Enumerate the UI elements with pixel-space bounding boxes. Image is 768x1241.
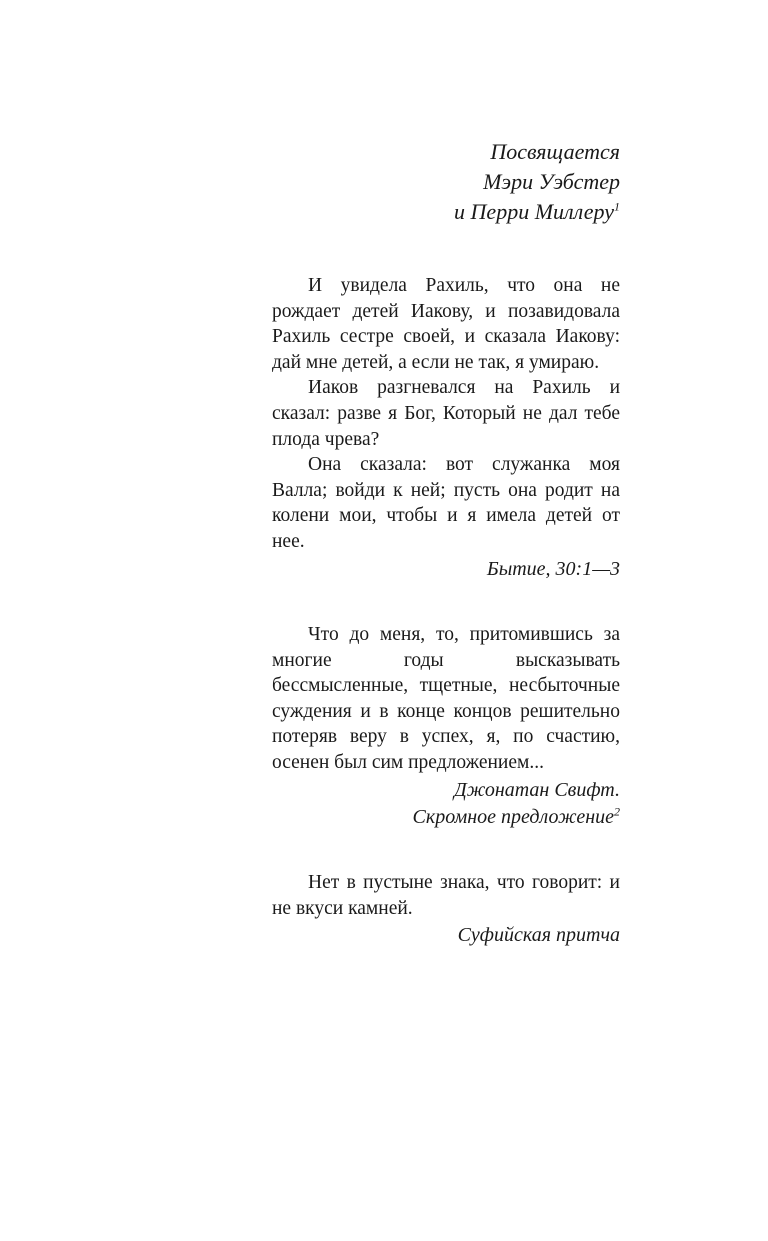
epigraph-swift (272, 622, 620, 831)
epigraph-paragraph: Она сказала: вот служанка моя Валла; войди к ней; пусть она родит на колени мои, чтобы и я имела детей от нее. (272, 454, 620, 552)
epigraph-sufi (272, 870, 620, 949)
epigraph-paragraph: Нет в пустыне знака, что говорит: и не вкуси камней. (272, 872, 620, 919)
epigraph-attribution (272, 777, 620, 831)
epigraph-attribution: Суфийская притча (457, 924, 620, 947)
epigraph-paragraph: Что до меня, то, притомившись за многие годы высказывать бессмысленные, тщетные, несбыточные суждения и в конце концов решительно потеряв веру в успех, я, по счастию, осенен был сим предложением... (272, 624, 620, 773)
footnote-mark: 1 (614, 199, 620, 214)
dedication-line (272, 197, 620, 227)
attribution-author: Джонатан Свифт. (453, 778, 620, 801)
epigraph-genesis (272, 273, 620, 583)
epigraph-paragraph: Иаков разгневался на Рахиль и сказал: разве я Бог, Который не дал тебе плода чрева? (272, 377, 620, 450)
dedication-name: и Перри Миллеру (454, 199, 614, 224)
dedication (272, 137, 620, 227)
attribution-work: Скромное предложение (412, 805, 614, 828)
epigraph-attribution: Бытие, 30:1—3 (486, 557, 620, 580)
dedication-line: Мэри Уэбстер (483, 169, 620, 194)
epigraph-paragraph: И увидела Рахиль, что она не рождает детей Иакову, и позавидовала Рахиль сестре своей, и сказала Иакову: дай мне детей, а если не так, я умираю. (272, 275, 620, 373)
footnote-mark: 2 (614, 803, 620, 818)
attribution-work-line (272, 804, 620, 831)
dedication-line: Посвящается (490, 139, 620, 164)
